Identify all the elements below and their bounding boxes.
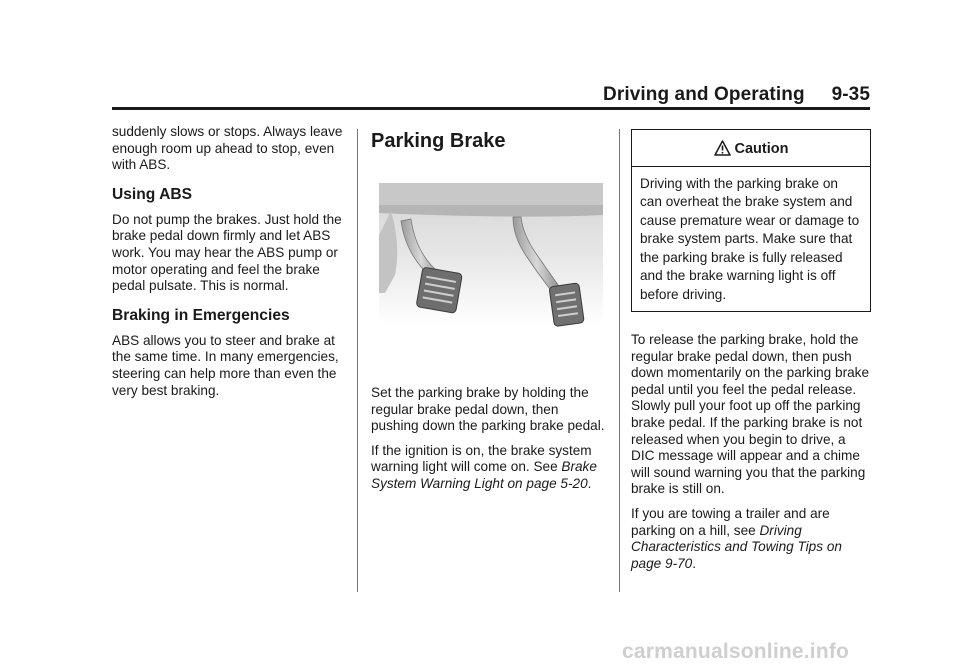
column-middle (371, 124, 607, 501)
caution-header (632, 130, 870, 167)
caution-box (631, 129, 871, 312)
braking-emergencies-heading: Braking in Emergencies (112, 306, 290, 324)
column-left (112, 124, 344, 407)
column-right (631, 129, 871, 580)
caution-title: Caution (734, 141, 789, 157)
running-header (560, 84, 870, 106)
warning-icon (714, 140, 731, 156)
release-parking-brake-paragraph: To release the parking brake, hold the regular brake pedal down, then push down momentarily on the parking brake pedal until you feel the pedal release. Slowly pull your foot up off the parking brake pedal. If the parking brake is not released when you begin to drive, a DIC message will appear and a chime will sound warning you that the parking brake is still on. (631, 332, 870, 497)
using-abs-paragraph: Do not pump the brakes. Just hold the brake pedal down firmly and let ABS work. You may hear the ABS pump or motor operating and feel the brake pedal pulsate. This is normal. (112, 211, 342, 294)
column-divider (357, 129, 358, 592)
braking-emergencies-paragraph: ABS allows you to steer and brake at the same time. In many emergencies, steering can help more than even the very best braking. (112, 332, 339, 398)
using-abs-heading: Using ABS (112, 185, 192, 203)
chapter-title: Driving and Operating (603, 84, 805, 105)
page-number: 9-35 (831, 84, 870, 105)
brake-warning-light-link[interactable]: Brake System Warning Light on page 5-20 (371, 459, 597, 491)
towing-tips-link[interactable]: Driving Characteristics and Towing Tips on page 9-70 (631, 522, 842, 571)
parking-brake-heading: Parking Brake (371, 130, 506, 152)
column-divider (619, 129, 620, 592)
caution-text: Driving with the parking brake on can overheat the brake system and cause premature wear or damage to brake system parts. Make sure that the parking brake is fully released and the brake warning light is off before driving. (640, 175, 860, 302)
warning-light-paragraph: If the ignition is on, the brake system warning light will come on. See Brake System Warning Light on page 5-20. (371, 442, 597, 491)
header-rule (112, 107, 870, 110)
watermark: carmanualsonline.info (622, 640, 850, 663)
intro-paragraph: suddenly slows or stops. Always leave enough room up ahead to stop, even with ABS. (112, 124, 343, 173)
towing-paragraph: If you are towing a trailer and are parking on a hill, see Driving Characteristics and Towing Tips on page 9-70. (631, 506, 842, 571)
set-parking-brake-paragraph: Set the parking brake by holding the regular brake pedal down, then pushing down the parking brake pedal. (371, 385, 605, 434)
pedals-illustration (371, 175, 607, 335)
